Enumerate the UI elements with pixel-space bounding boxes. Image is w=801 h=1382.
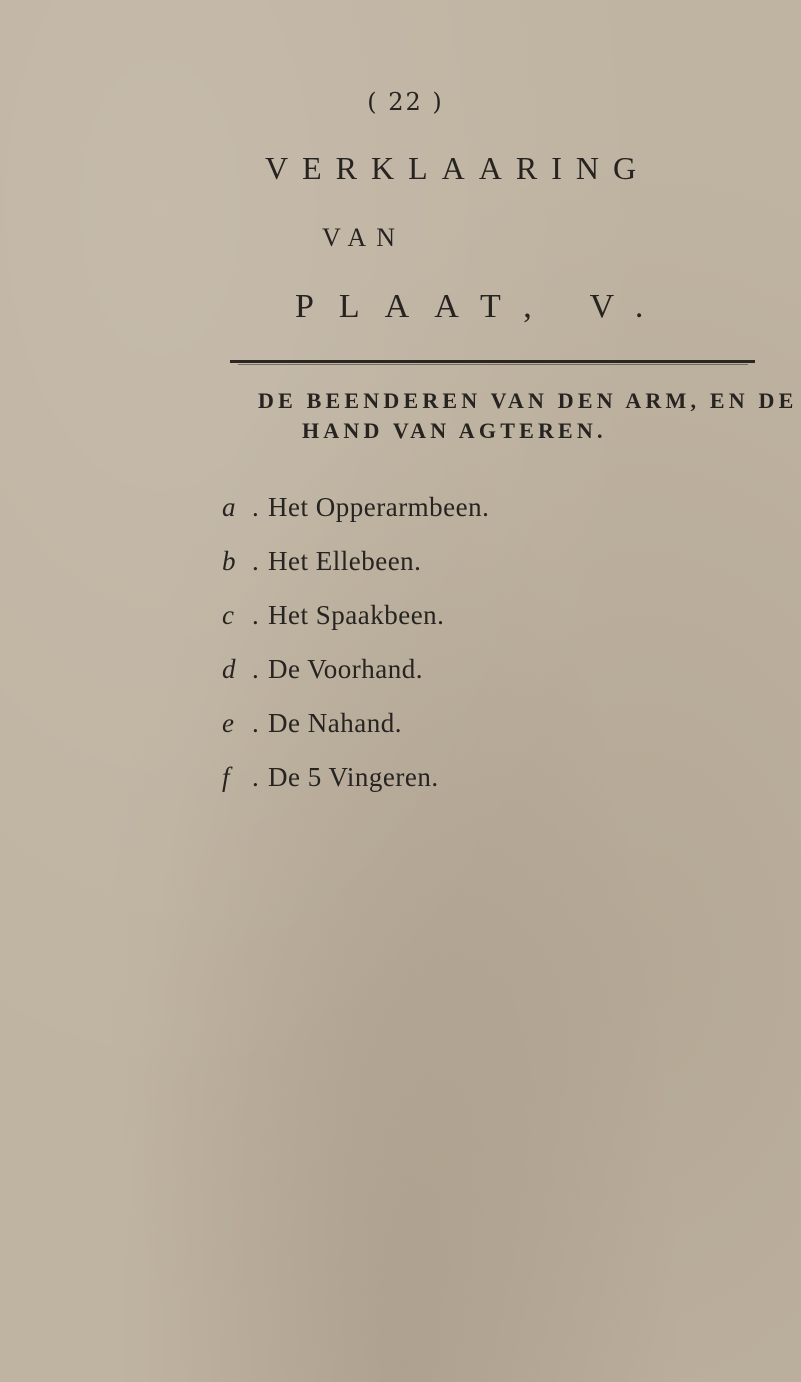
legend-dot: . <box>252 708 259 738</box>
legend-item-e <box>222 708 489 762</box>
legend-letter: a <box>222 492 236 522</box>
legend-text: Het Ellebeen. <box>268 546 422 576</box>
legend-text: De Voorhand. <box>268 654 423 684</box>
legend-text: De Nahand. <box>268 708 402 738</box>
legend-dot: . <box>252 492 259 522</box>
legend-item-f <box>222 762 489 816</box>
legend-letter: e <box>222 708 234 738</box>
legend-item-c <box>222 600 489 654</box>
legend-list <box>222 492 489 816</box>
legend-item-a <box>222 492 489 546</box>
legend-dot: . <box>252 600 259 630</box>
legend-letter: d <box>222 654 236 684</box>
legend-letter: f <box>222 762 230 792</box>
title-plaat: PLAAT, V. <box>295 288 669 325</box>
legend-letter: c <box>222 600 234 630</box>
legend-text: De 5 Vingeren. <box>268 762 439 792</box>
legend-item-d <box>222 654 489 708</box>
divider-rule-thin <box>238 364 748 365</box>
divider-rule <box>230 360 755 363</box>
legend-dot: . <box>252 654 259 684</box>
title-verklaaring: VERKLAARING <box>265 150 651 186</box>
legend-text: Het Spaakbeen. <box>268 600 445 630</box>
legend-dot: . <box>252 546 259 576</box>
subtitle-line-2: HAND VAN AGTEREN. <box>302 418 607 443</box>
legend-text: Het Opperarmbeen. <box>268 492 490 522</box>
legend-dot: . <box>252 762 259 792</box>
legend-letter: b <box>222 546 236 576</box>
page-number: ( 22 ) <box>367 88 444 116</box>
subtitle-line-1: DE BEENDEREN VAN DEN ARM, EN DE <box>258 388 798 413</box>
title-van: VAN <box>322 223 405 252</box>
legend-item-b <box>222 546 489 600</box>
